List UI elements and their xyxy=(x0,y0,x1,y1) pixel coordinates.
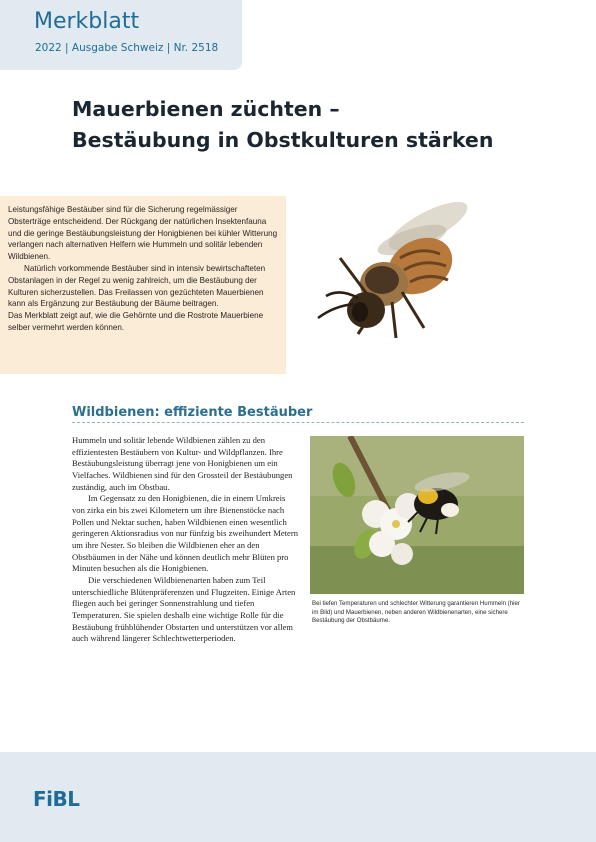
body-text-column xyxy=(72,435,298,645)
document-type-label: Merkblatt xyxy=(34,9,140,34)
photo-caption: Bei tiefen Temperaturen und schlechter Witterung garantieren Hummeln (hier im Bild) und Mauerbienen, neben anderen Wildbienenarten, eine sichere Bestäubung der Obstbäume. xyxy=(312,600,520,625)
intro-paragraph-1: Leistungsfähige Bestäuber sind für die Sicherung regelmässiger Obsterträge entscheidend. Der Rückgang der natürlichen Insektenfauna und die geringe Bestäubungsleistung der Honigbienen bei kühler Witterung verlangen nach alternativen Helfern wie Hummeln und solitär lebenden Wildbienen. xyxy=(8,205,278,262)
header-tab xyxy=(0,0,242,70)
title-line-2: Bestäubung in Obstkulturen stärken xyxy=(72,128,494,152)
title-line-1: Mauerbienen züchten – xyxy=(72,97,340,121)
section-divider xyxy=(72,422,524,423)
body-paragraph-3: Die verschiedenen Wildbienenarten haben zum Teil unterschiedliche Blütenpräferenzen und Flugzeiten. Einige Arten fliegen auch bei geringer Sonnenstrahlung und tiefen Temperaturen. Sie spielen deshalb eine wichtige Rolle für die Bestäubung frühblühender Obstarten und unterstützen vor allem auch während längerer Schlechtwetterperioden. xyxy=(72,574,296,644)
bumblebee-photo xyxy=(310,436,524,594)
intro-box xyxy=(0,196,286,374)
intro-paragraph-3: Das Merkblatt zeigt auf, wie die Gehörnte und die Rostrote Mauerbiene selber vermehrt werden können. xyxy=(8,311,264,332)
page-title xyxy=(72,94,542,156)
fibl-logo: FiBL xyxy=(33,787,80,811)
body-paragraph-1: Hummeln und solitär lebende Wildbienen zählen zu den effizientesten Bestäubern von Kultur- und Wildpflanzen. Ihre Bestäubungsleistung überragt jene von Honigbienen um ein Vielfaches. Wildbienen sind für den Grossteil der Bestäubungen zuständig, auch im Obstbau. xyxy=(72,435,293,492)
intro-paragraph-2: Natürlich vorkommende Bestäuber sind in intensiv bewirtschafteten Obstanlagen in der Regel zu wenig zahlreich, um die Bestäubung der Kulturen sicherzustellen. Das Freilassen von gezüchteten Mauerbienen kann als Ergänzung zur Bestäubung der Bäume beitragen. xyxy=(8,263,266,309)
edition-line: 2022 | Ausgabe Schweiz | Nr. 2518 xyxy=(35,42,219,54)
body-paragraph-2: Im Gegensatz zu den Honigbienen, die in einem Umkreis von zirka ein bis zwei Kilometern um ihre Bienenstöcke nach Pollen und Nektar suchen, haben Wildbienen einen wesentlich geringeren Aktionsradius von nur fünfzig bis zweihundert Metern um ihre Nester. So bleiben die Wildbienen eher an den Obstbäumen in der Nähe und können deutlich mehr Blüten pro Minuten besuchen als die Honigbienen. xyxy=(72,493,299,574)
section-heading: Wildbienen: effiziente Bestäuber xyxy=(72,405,313,420)
mason-bee-image xyxy=(300,188,480,368)
footer-band xyxy=(0,752,596,842)
